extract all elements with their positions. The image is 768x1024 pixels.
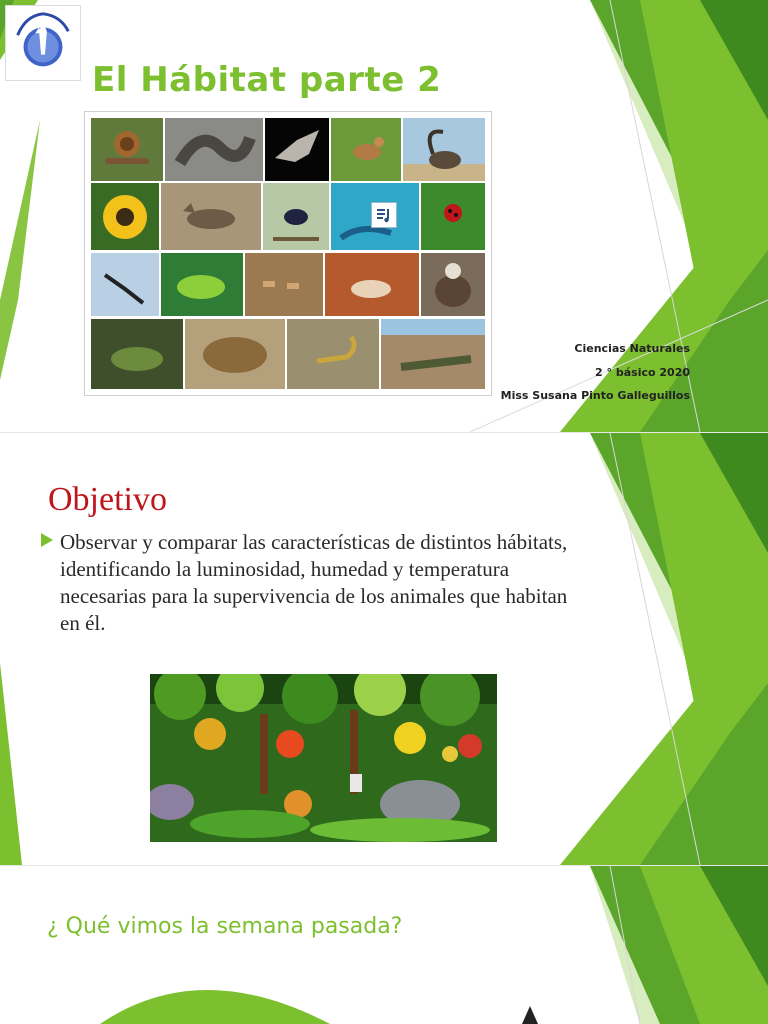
ibex-photo	[403, 118, 485, 181]
school-logo	[5, 5, 81, 81]
gerbil-photo	[325, 253, 419, 316]
snail-photo	[91, 118, 163, 181]
slide-title: El Hábitat parte 2	[92, 60, 442, 100]
objective-line: en él.	[60, 611, 106, 635]
slide-2	[0, 433, 768, 865]
gazelles-photo	[245, 253, 323, 316]
snake-photo	[165, 118, 263, 181]
objective-line: necesarias para la supervivencia de los animales que habitan	[60, 584, 568, 608]
audio-icon[interactable]	[371, 202, 397, 228]
bird-photo	[331, 118, 401, 181]
bat-photo	[265, 118, 329, 181]
slide-1	[0, 0, 768, 432]
fish-photo	[161, 253, 243, 316]
green-chevron-decoration	[0, 866, 768, 1024]
jungle-illustration	[150, 674, 497, 842]
scorpion-photo	[287, 319, 379, 389]
objective-title: Objetivo	[48, 481, 167, 518]
teacher-label: Miss Susana Pinto Galleguillos	[500, 389, 690, 402]
tortoise-photo	[185, 319, 285, 389]
objective-text	[60, 529, 690, 637]
ladybug-photo	[421, 183, 485, 250]
slide-3-title: ¿ Qué vimos la semana pasada?	[47, 914, 403, 939]
swallow-photo	[91, 253, 159, 316]
animal-photo-collage	[84, 111, 492, 396]
slide-3	[0, 866, 768, 1024]
objective-line: identificando la luminosidad, humedad y temperatura	[60, 557, 510, 581]
sunbird-photo	[263, 183, 329, 250]
grade-label: 2 ° básico 2020	[595, 366, 690, 379]
bullet-arrow-icon	[41, 533, 53, 547]
crocodile-photo	[381, 319, 485, 389]
vulture-photo	[421, 253, 485, 316]
fox-photo	[161, 183, 261, 250]
objective-line: Observar y comparar las características de distintos hábitats,	[60, 530, 568, 554]
frog-photo	[91, 319, 183, 389]
subject-label: Ciencias Naturales	[574, 342, 690, 355]
sunflower-photo	[91, 183, 159, 250]
